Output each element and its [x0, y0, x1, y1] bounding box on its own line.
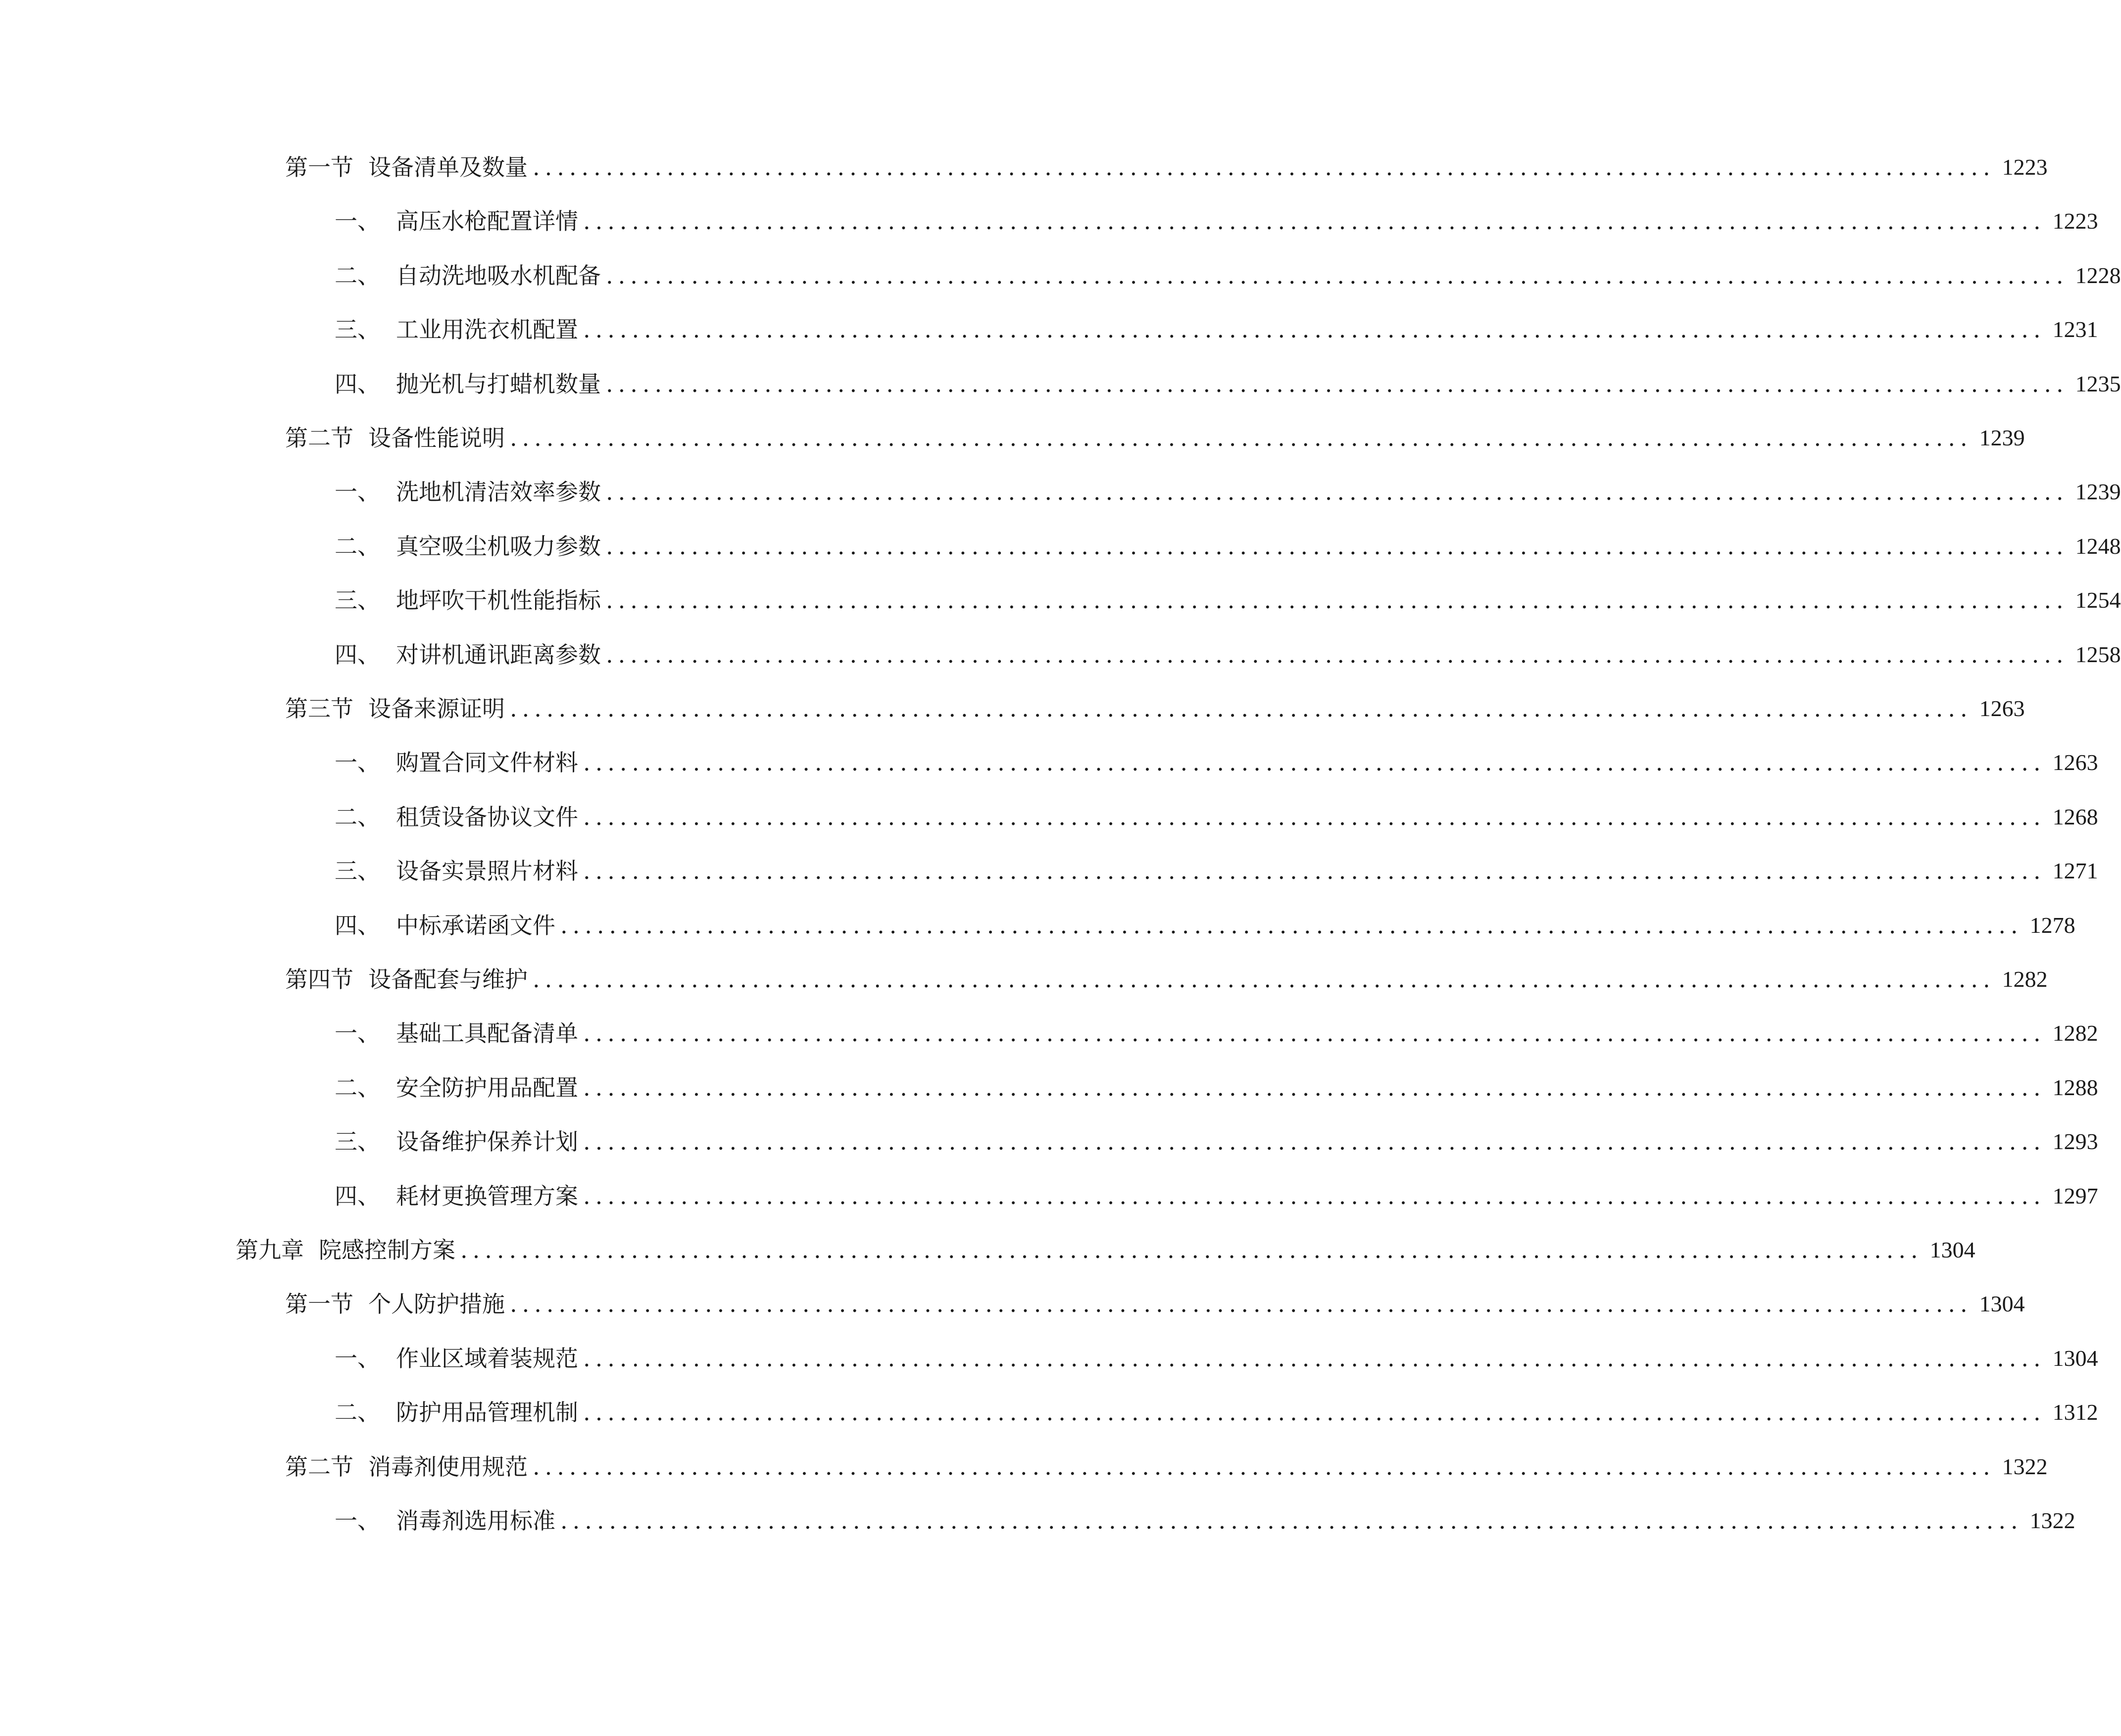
toc-dot-leader: ........................................................................................................................	[583, 1345, 2046, 1372]
toc-entry-title: 对讲机通讯距离参数	[396, 641, 601, 668]
toc-entry[interactable]	[335, 201, 2098, 241]
toc-entry[interactable]	[335, 1068, 2098, 1108]
toc-entry-page-number: 1239	[1979, 425, 2025, 450]
toc-entry[interactable]	[335, 527, 2121, 566]
toc-entry-marker: 三、	[335, 587, 380, 614]
toc-entry-page-number: 1322	[2002, 1454, 2048, 1479]
toc-entry-marker: 四、	[335, 371, 380, 397]
toc-entry[interactable]	[285, 1447, 2048, 1487]
toc-entry-title: 自动洗地吸水机配备	[396, 262, 601, 289]
toc-dot-leader: ........................................................................................................................	[583, 1399, 2046, 1426]
toc-dot-leader: ........................................................................................................................	[510, 1291, 1973, 1317]
toc-entry-marker: 第四节	[285, 966, 353, 993]
toc-entry[interactable]	[335, 310, 2098, 349]
toc-entry[interactable]	[335, 797, 2098, 837]
toc-dot-leader: ........................................................................................................................	[583, 1128, 2046, 1155]
toc-entry[interactable]	[335, 472, 2121, 512]
toc-dot-leader: ........................................................................................................................	[583, 858, 2046, 884]
toc-entry-marker: 三、	[335, 858, 380, 884]
toc-entry-title: 个人防护措施	[368, 1291, 505, 1317]
toc-entry-marker: 三、	[335, 1128, 380, 1155]
toc-dot-leader: ........................................................................................................................	[460, 1237, 1923, 1263]
toc-entry-title: 高压水枪配置详情	[396, 208, 578, 235]
toc-entry[interactable]	[335, 256, 2121, 295]
toc-entry[interactable]	[335, 1013, 2098, 1053]
toc-dot-leader: ........................................................................................................................	[560, 1507, 2023, 1534]
toc-entry[interactable]	[335, 635, 2121, 675]
toc-entry-title: 安全防护用品配置	[396, 1074, 578, 1101]
toc-entry[interactable]	[285, 960, 2048, 999]
toc-dot-leader: ........................................................................................................................	[583, 1074, 2046, 1101]
toc-entry-title: 基础工具配备清单	[396, 1020, 578, 1047]
toc-dot-leader: ........................................................................................................................	[606, 479, 2069, 505]
toc-entry-title: 购置合同文件材料	[396, 749, 578, 776]
toc-entry[interactable]	[285, 689, 2025, 728]
toc-dot-leader: ........................................................................................................................	[606, 641, 2069, 668]
toc-dot-leader: ........................................................................................................................	[583, 804, 2046, 830]
toc-entry-marker: 第一节	[285, 154, 353, 181]
toc-entry[interactable]	[335, 1122, 2098, 1161]
toc-entry[interactable]	[285, 418, 2025, 458]
toc-entry-page-number: 1322	[2029, 1508, 2075, 1533]
toc-entry-title: 洗地机清洁效率参数	[396, 479, 601, 505]
toc-entry-marker: 第二节	[285, 425, 353, 451]
toc-entry-page-number: 1254	[2075, 587, 2121, 613]
toc-dot-leader: ........................................................................................................................	[583, 208, 2046, 235]
toc-entry-marker: 三、	[335, 316, 380, 343]
toc-entry-page-number: 1223	[2002, 154, 2048, 180]
toc-entry-marker: 二、	[335, 1399, 380, 1426]
toc-entry-marker: 一、	[335, 1020, 380, 1047]
toc-entry-title: 设备配套与维护	[368, 966, 528, 993]
toc-entry-page-number: 1288	[2052, 1075, 2098, 1100]
toc-entry-title: 设备维护保养计划	[396, 1128, 578, 1155]
toc-dot-leader: ........................................................................................................................	[510, 425, 1973, 451]
toc-entry-marker: 第九章	[236, 1237, 304, 1263]
toc-dot-leader: ........................................................................................................................	[606, 533, 2069, 560]
toc-entry[interactable]	[285, 1284, 2025, 1324]
toc-entry-title: 地坪吹干机性能指标	[396, 587, 601, 614]
toc-entry-marker: 第三节	[285, 695, 353, 722]
toc-entry-page-number: 1235	[2075, 371, 2121, 396]
toc-entry[interactable]	[335, 743, 2098, 782]
toc-entry-marker: 二、	[335, 533, 380, 560]
toc-entry-title: 消毒剂选用标准	[396, 1507, 555, 1534]
toc-entry-marker: 一、	[335, 208, 380, 235]
toc-entry-title: 耗材更换管理方案	[396, 1183, 578, 1209]
toc-entry-title: 消毒剂使用规范	[368, 1453, 528, 1480]
toc-dot-leader: ........................................................................................................................	[533, 154, 1995, 181]
toc-entry-marker: 一、	[335, 1345, 380, 1372]
toc-entry-title: 设备性能说明	[368, 425, 505, 451]
toc-dot-leader: ........................................................................................................................	[606, 587, 2069, 614]
toc-dot-leader: ........................................................................................................................	[510, 695, 1973, 722]
toc-entry-marker: 第二节	[285, 1453, 353, 1480]
toc-entry[interactable]	[236, 1230, 1975, 1270]
toc-entry-title: 院感控制方案	[319, 1237, 455, 1263]
toc-entry-page-number: 1304	[2052, 1346, 2098, 1371]
toc-entry-marker: 一、	[335, 479, 380, 505]
toc-dot-leader: ........................................................................................................................	[606, 371, 2069, 397]
toc-entry-marker: 二、	[335, 1074, 380, 1101]
toc-entry-marker: 四、	[335, 912, 380, 939]
toc-entry[interactable]	[335, 1393, 2098, 1432]
toc-entry-page-number: 1304	[1979, 1291, 2025, 1316]
toc-entry-title: 工业用洗衣机配置	[396, 316, 578, 343]
toc-entry-marker: 一、	[335, 1507, 380, 1534]
toc-entry-title: 真空吸尘机吸力参数	[396, 533, 601, 560]
toc-entry-page-number: 1248	[2075, 533, 2121, 559]
toc-entry-page-number: 1312	[2052, 1399, 2098, 1425]
toc-entry[interactable]	[335, 1339, 2098, 1378]
toc-entry-page-number: 1293	[2052, 1129, 2098, 1154]
toc-entry-page-number: 1239	[2075, 479, 2121, 504]
toc-entry[interactable]	[285, 147, 2048, 187]
toc-entry-page-number: 1282	[2052, 1020, 2098, 1046]
toc-dot-leader: ........................................................................................................................	[583, 749, 2046, 776]
toc-entry-title: 设备清单及数量	[368, 154, 528, 181]
toc-dot-leader: ........................................................................................................................	[560, 912, 2023, 939]
toc-entry[interactable]	[335, 364, 2121, 404]
toc-entry[interactable]	[335, 851, 2098, 891]
toc-dot-leader: ........................................................................................................................	[533, 966, 1995, 993]
toc-dot-leader: ........................................................................................................................	[583, 1183, 2046, 1209]
toc-entry-page-number: 1263	[1979, 696, 2025, 721]
toc-entry-marker: 四、	[335, 641, 380, 668]
toc-dot-leader: ........................................................................................................................	[583, 1020, 2046, 1047]
toc-entry[interactable]	[335, 1501, 2075, 1541]
toc-entry-page-number: 1231	[2052, 317, 2098, 342]
toc-dot-leader: ........................................................................................................................	[606, 262, 2069, 289]
toc-entry-page-number: 1297	[2052, 1183, 2098, 1208]
toc-entry-title: 租赁设备协议文件	[396, 804, 578, 830]
toc-entry-title: 中标承诺函文件	[396, 912, 555, 939]
toc-entry-page-number: 1258	[2075, 642, 2121, 667]
toc-dot-leader: ........................................................................................................................	[533, 1453, 1995, 1480]
toc-entry-marker: 二、	[335, 262, 380, 289]
toc-entry-page-number: 1228	[2075, 263, 2121, 288]
toc-entry-page-number: 1278	[2029, 913, 2075, 938]
toc-entry-marker: 四、	[335, 1183, 380, 1209]
toc-entry-title: 设备来源证明	[368, 695, 505, 722]
toc-entry-page-number: 1268	[2052, 804, 2098, 829]
toc-entry-title: 抛光机与打蜡机数量	[396, 371, 601, 397]
toc-entry-marker: 一、	[335, 749, 380, 776]
toc-entry[interactable]	[335, 1176, 2098, 1216]
toc-entry-page-number: 1263	[2052, 750, 2098, 775]
toc-entry-page-number: 1304	[1929, 1237, 1975, 1262]
toc-entry-title: 作业区域着装规范	[396, 1345, 578, 1372]
toc-entry-marker: 二、	[335, 804, 380, 830]
toc-entry-title: 设备实景照片材料	[396, 858, 578, 884]
toc-entry-title: 防护用品管理机制	[396, 1399, 578, 1426]
toc-entry-page-number: 1282	[2002, 966, 2048, 992]
toc-entry-marker: 第一节	[285, 1291, 353, 1317]
toc-entry[interactable]	[335, 580, 2121, 620]
toc-entry-page-number: 1223	[2052, 208, 2098, 234]
toc-entry[interactable]	[335, 906, 2075, 945]
toc-entry-page-number: 1271	[2052, 858, 2098, 883]
toc-dot-leader: ........................................................................................................................	[583, 316, 2046, 343]
